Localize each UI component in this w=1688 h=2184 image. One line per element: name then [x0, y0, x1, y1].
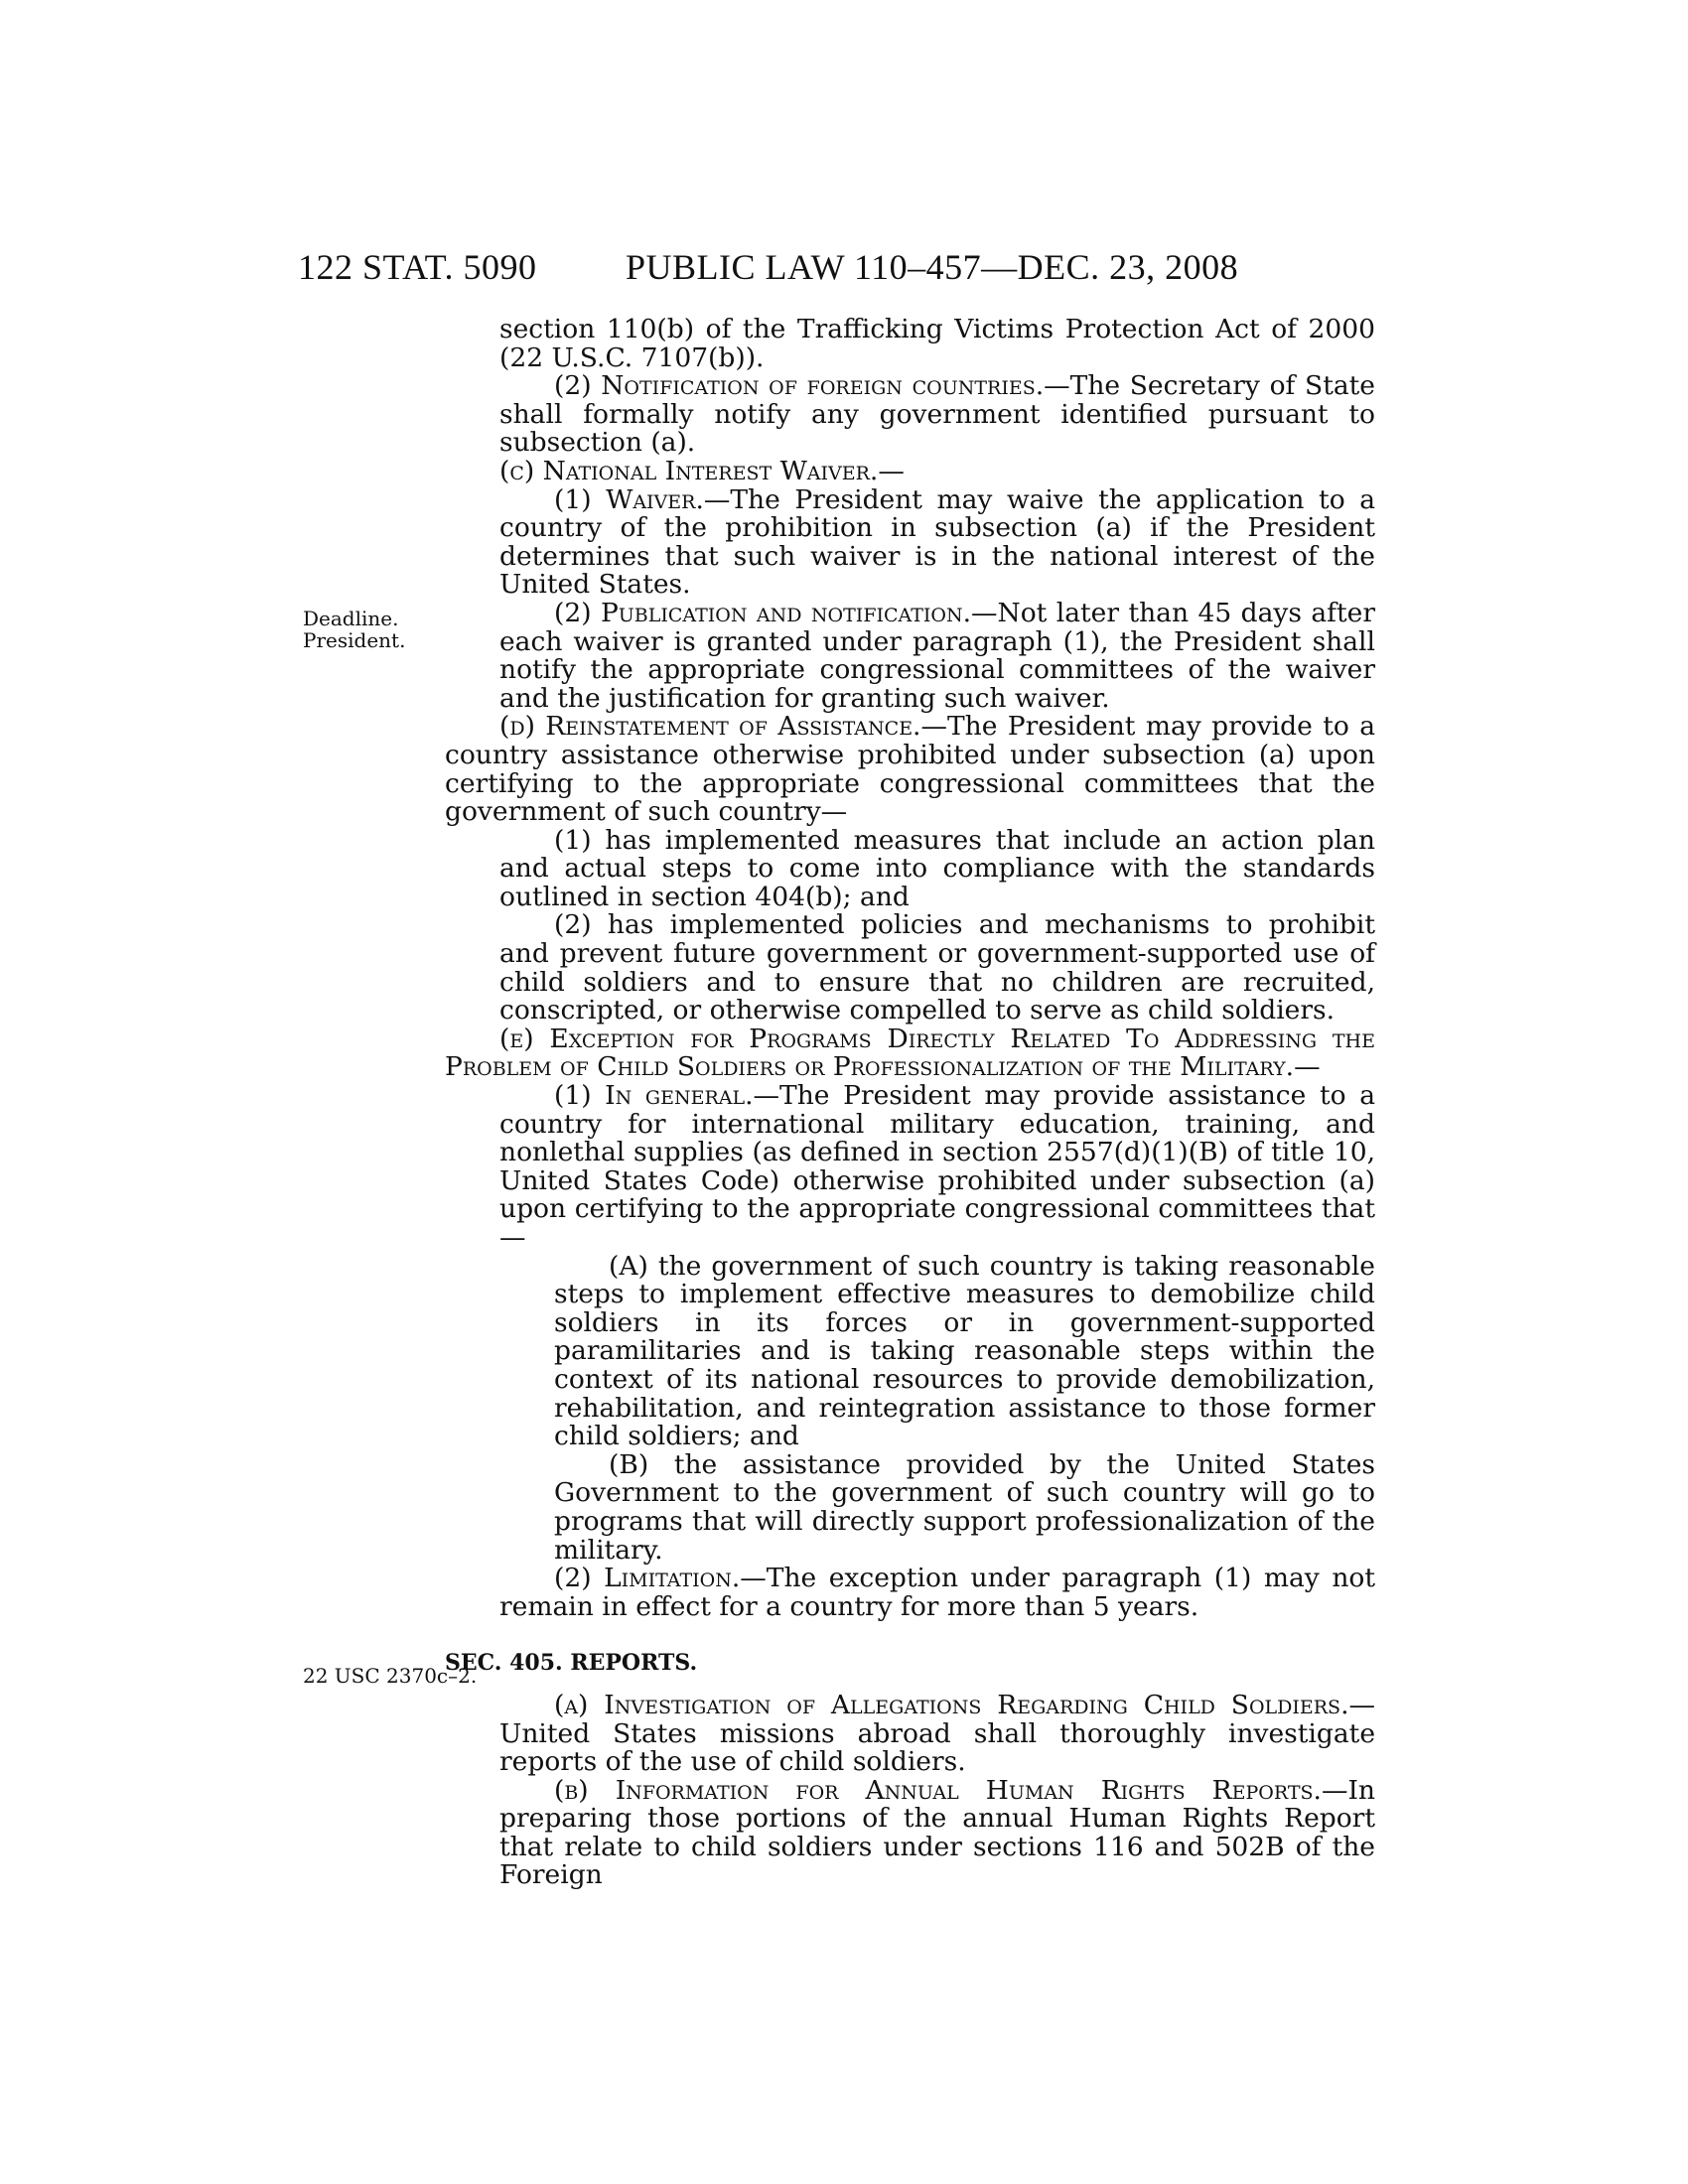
paragraph-notification: (2) Notification of foreign countries.—The Secretary of State shall formally notify any government identified pursuant to subsection (a). [499, 370, 1375, 459]
margin-note-president: President. [303, 628, 406, 652]
paragraph-annual-reports: (b) Information for Annual Human Rights Reports.—In preparing those portions of the annual Human Rights Report that relate to child soldiers under sections 116 and 502B of the Foreign [499, 1774, 1375, 1891]
page-stat-number: 122 STAT. 5090 [298, 247, 537, 287]
paragraph-subparagraph-b: (B) the assistance provided by the United States Government to the government of such country will go to programs that will directly support professionalization of the military. [554, 1448, 1375, 1566]
margin-note-deadline: Deadline. [303, 607, 399, 630]
paragraph-investigation: (a) Investigation of Allegations Regarding Child Soldiers.—United States missions abroad shall thoroughly investigate reports of the use of child soldiers. [499, 1689, 1375, 1778]
heading-national-interest-waiver: (c) National Interest Waiver.— [499, 455, 905, 486]
section-heading: SEC. 405. REPORTS. [445, 1650, 698, 1677]
paragraph-reinstatement: (d) Reinstatement of Assistance.—The President may provide to a country assistance otherwise prohibited under subsection (a) upon certifying to the appropriate congressional committees that the government of such country— [445, 711, 1375, 828]
paragraph-in-general: (1) In general.—The President may provide assistance to a country for international military education, training, and nonlethal supplies (as defined in section 2557(d)(1)(B) of title 10, United States Code) otherwise prohibited under subsection (a) upon certifying to the appropriate congressional committees that— [499, 1080, 1375, 1253]
paragraph-publication: (2) Publication and notification.—Not later than 45 days after each waiver is granted under paragraph (1), the President shall notify the appropriate congressional committees of the waiver and the justification for granting such waiver. [499, 597, 1375, 714]
margin-note-usc: 22 USC 2370c–2. [303, 1664, 478, 1688]
paragraph-subparagraph-a: (A) the government of such country is taking reasonable steps to implement effective measures to demobilize child soldiers in its forces or in government-supported paramilitaries and is taking reasonable steps within the context of its national resources to provide demobilization, rehabilitation, and reintegration assistance to those former child soldiers; and [554, 1250, 1375, 1452]
document-body [445, 314, 1375, 1891]
paragraph-continuation: section 110(b) of the Trafficking Victims Protection Act of 2000 (22 U.S.C. 7107(b)). [499, 314, 1375, 373]
paragraph-waiver: (1) Waiver.—The President may waive the application to a country of the prohibition in subsection (a) if the President determines that such waiver is in the national interest of the United States. [499, 483, 1375, 601]
paragraph-limitation: (2) Limitation.—The exception under paragraph (1) may not remain in effect for a country for more than 5 years. [499, 1563, 1375, 1622]
page-running-title: PUBLIC LAW 110–457—DEC. 23, 2008 [626, 247, 1239, 287]
heading-exception-programs: (e) Exception for Programs Directly Related To Addressing the Problem of Child Soldiers or Professionalization of the Military.— [445, 1023, 1375, 1083]
paragraph-reinstatement-1: (1) has implemented measures that include an action plan and actual steps to come into compliance with the standards outlined in section 404(b); and [499, 824, 1375, 912]
paragraph-reinstatement-2: (2) has implemented policies and mechanisms to prohibit and prevent future government or government-supported use of child soldiers and to ensure that no children are recruited, conscripted, or otherwise compelled to serve as child soldiers. [499, 909, 1375, 1026]
